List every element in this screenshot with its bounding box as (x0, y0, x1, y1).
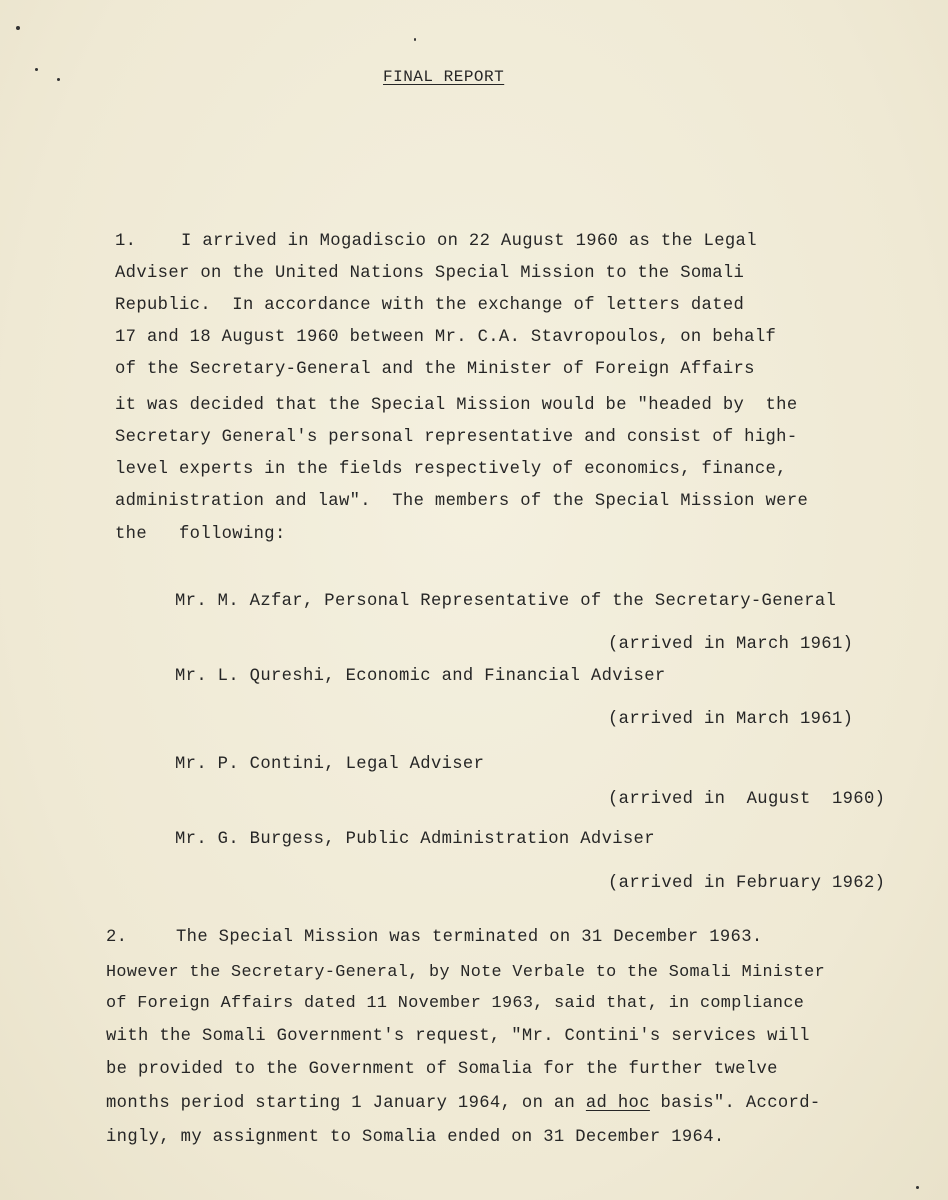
member-arrival: (arrived in March 1961) (608, 710, 854, 729)
scan-speck (35, 68, 38, 71)
paragraph-line: The Special Mission was terminated on 31 December 1963. (176, 928, 763, 947)
member-arrival: (arrived in February 1962) (608, 874, 886, 893)
scan-speck (16, 26, 20, 30)
paragraph-line: of Foreign Affairs dated 11 November 1963, said that, in compliance (106, 994, 805, 1013)
member-name: Mr. L. Qureshi, Economic and Financial Adviser (175, 667, 666, 686)
member-arrival: (arrived in March 1961) (608, 635, 854, 654)
scan-speck (414, 38, 416, 41)
paragraph-line (106, 1094, 821, 1114)
paragraph-line: Adviser on the United Nations Special Mission to the Somali (115, 264, 745, 283)
line-text: basis". Accord- (649, 1094, 821, 1113)
paragraph-line: be provided to the Government of Somalia for the further twelve (106, 1060, 778, 1079)
member-name: Mr. P. Contini, Legal Adviser (175, 755, 485, 774)
line-text: months period starting 1 January 1964, on an (106, 1094, 586, 1113)
paragraph-line: 17 and 18 August 1960 between Mr. C.A. Stavropoulos, on behalf (115, 328, 777, 347)
report-title: FINAL REPORT (383, 68, 505, 86)
member-arrival: (arrived in August 1960) (608, 790, 886, 809)
underlined-phrase: ad hoc (585, 1094, 650, 1113)
paragraph-line: with the Somali Government's request, "Mr. Contini's services will (106, 1027, 810, 1046)
scan-speck (916, 1186, 919, 1189)
paragraph-line: Republic. In accordance with the exchange of letters dated (115, 296, 745, 315)
paragraph-line: However the Secretary-General, by Note Verbale to the Somali Minister (106, 963, 826, 982)
paragraph-number: 2. (106, 928, 128, 947)
paragraph-number: 1. (115, 232, 137, 251)
paragraph-line: Secretary General's personal representative and consist of high- (115, 428, 798, 447)
paragraph-line: I arrived in Mogadiscio on 22 August 1960 as the Legal (181, 232, 757, 251)
scan-speck (57, 78, 60, 81)
paragraph-line: ingly, my assignment to Somalia ended on 31 December 1964. (106, 1128, 725, 1147)
paragraph-line: the following: (115, 525, 286, 544)
member-name: Mr. G. Burgess, Public Administration Adviser (175, 830, 655, 849)
paragraph-line: administration and law". The members of the Special Mission were (115, 492, 809, 511)
paragraph-line: it was decided that the Special Mission would be "headed by the (115, 396, 798, 415)
member-name: Mr. M. Azfar, Personal Representative of the Secretary-General (175, 592, 837, 611)
paragraph-line: level experts in the fields respectively of economics, finance, (115, 460, 787, 479)
paragraph-line: of the Secretary-General and the Minister of Foreign Affairs (115, 360, 755, 379)
